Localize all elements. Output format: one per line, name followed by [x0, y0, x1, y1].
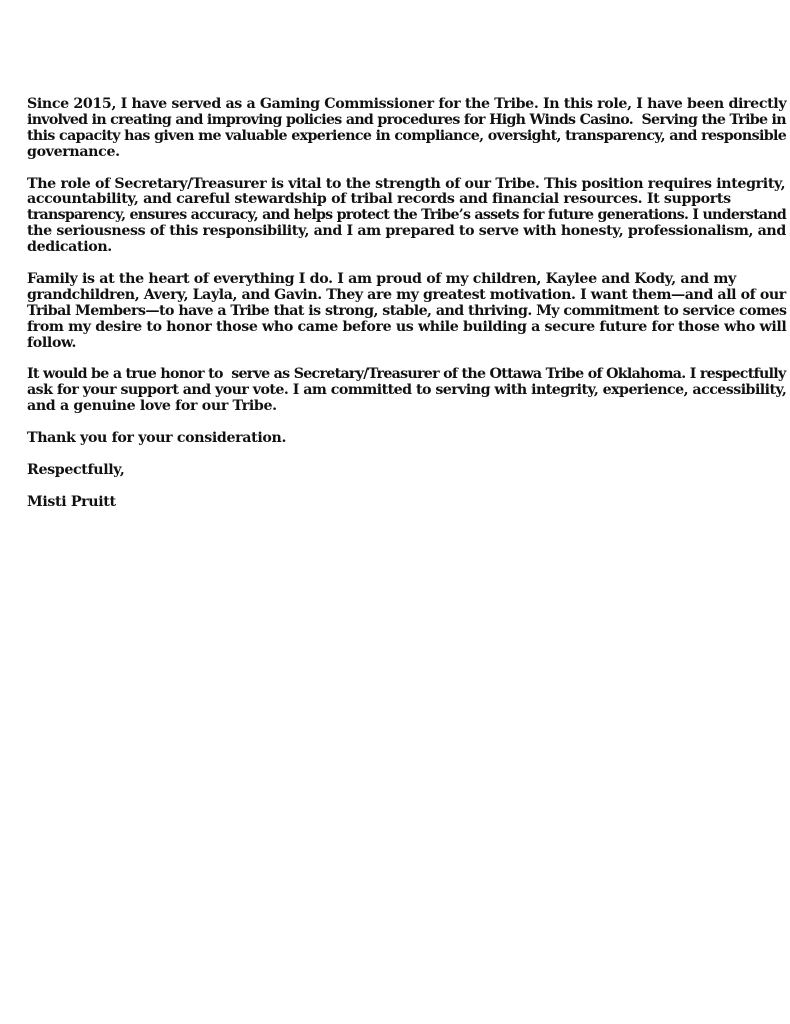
- paragraph-closing-request: [27, 366, 787, 415]
- text-line: from my desire to honor those who came before us while building a secure future for those who will: [27, 318, 787, 335]
- signature-name: [27, 495, 765, 511]
- text-line: Family is at the heart of everything I do. I am proud of my children, Kaylee and Kody, and my: [27, 270, 736, 287]
- text-line: ask for your support and your vote. I am committed to serving with integrity, experience, accessibility,: [27, 382, 787, 399]
- paragraph-gaming-commissioner: [27, 96, 787, 161]
- text-line: grandchildren, Avery, Layla, and Gavin. They are my greatest motivation. I want them—and all of our: [27, 286, 786, 303]
- paragraph-thank-you: [27, 431, 765, 447]
- text-line: dedication.: [27, 239, 112, 256]
- letter-body: [27, 96, 787, 526]
- paragraph-family: [27, 270, 787, 352]
- text-line: this capacity has given me valuable experience in compliance, oversight, transparency, and responsible: [27, 127, 787, 144]
- text-line: accountability, and careful stewardship of tribal records and financial resources. It supports: [27, 191, 731, 208]
- text-line: Misti Pruitt: [27, 493, 116, 510]
- text-line: Respectfully,: [27, 461, 125, 478]
- paragraph-role-description: [27, 175, 787, 257]
- text-line: Since 2015, I have served as a Gaming Commissioner for the Tribe. In this role, I have been directly: [27, 96, 787, 112]
- closing-salutation: [27, 463, 765, 479]
- text-line: transparency, ensures accuracy, and helps protect the Tribe’s assets for future generations. I understand: [27, 207, 787, 224]
- text-line: and a genuine love for our Tribe.: [27, 398, 277, 415]
- text-line: Tribal Members—to have a Tribe that is strong, stable, and thriving. My commitment to service comes: [27, 302, 787, 319]
- text-line: involved in creating and improving policies and procedures for High Winds Casino. Serving the Tribe in: [27, 111, 786, 128]
- text-line: It would be a true honor to serve as Secretary/Treasurer of the Ottawa Tribe of Oklahoma. I respectfully: [27, 366, 786, 383]
- text-line: follow.: [27, 334, 77, 351]
- text-line: Thank you for your consideration.: [27, 429, 287, 446]
- text-line: The role of Secretary/Treasurer is vital to the strength of our Tribe. This position requires integrity,: [27, 175, 786, 192]
- text-line: the seriousness of this responsibility, and I am prepared to serve with honesty, professionalism, and: [27, 223, 786, 240]
- text-line: governance.: [27, 143, 120, 160]
